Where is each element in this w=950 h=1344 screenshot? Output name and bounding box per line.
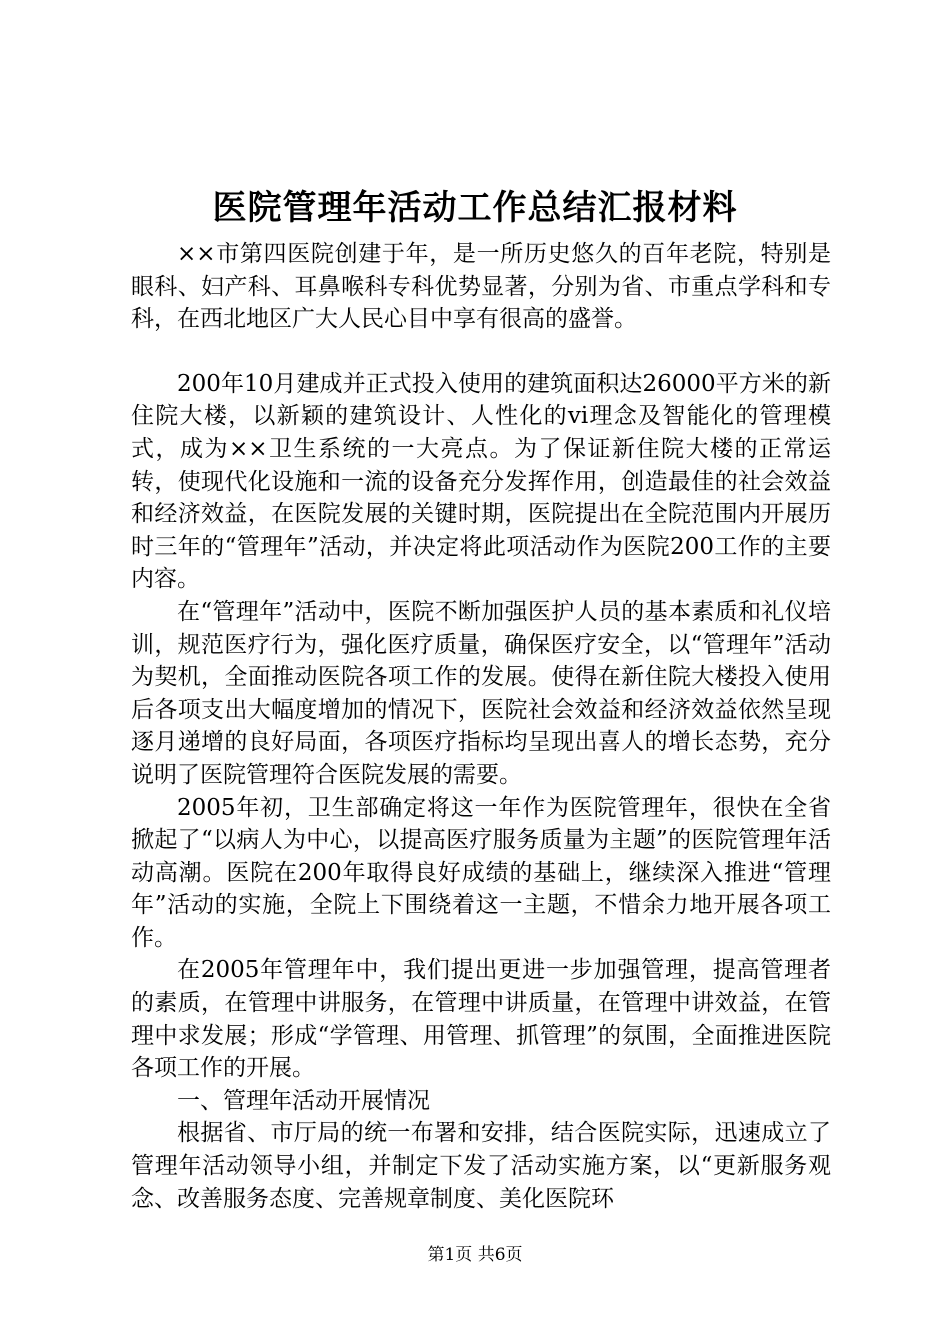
paragraph-implementation: 根据省、市厅局的统一布署和安排，结合医院实际，迅速成立了管理年活动领导小组，并制定下发了活动实施方案，以“更新服务观念、改善服务态度、完善规章制度、美化医院环 [131, 1120, 831, 1212]
paragraph-2005-start: 2005年初，卫生部确定将这一年作为医院管理年，很快在全省掀起了“以病人为中心，以提高医疗服务质量为主题”的医院管理年活动高潮。医院在200年取得良好成绩的基础上，继续深入推进“管理年”活动的实施，全院上下围绕着这一主题，不惜余力地开展各项工作。 [131, 794, 831, 951]
paragraph-management-year-activity: 在“管理年”活动中，医院不断加强医护人员的基本素质和礼仪培训，规范医疗行为，强化医疗质量，确保医疗安全，以“管理年”活动为契机，全面推动医院各项工作的发展。使得在新住院大楼投入使用后各项支出大幅度增加的情况下，医院社会效益和经济效益依然呈现逐月递增的良好局面，各项医疗指标均呈现出喜人的增长态势，充分说明了医院管理符合医院发展的需要。 [131, 598, 831, 788]
paragraph-spacer [131, 336, 831, 368]
document-body [131, 238, 831, 1215]
paragraph-intro: ××市第四医院创建于年，是一所历史悠久的百年老院，特别是眼科、妇产科、耳鼻喉科专科优势显著，分别为省、市重点学科和专科，在西北地区广大人民心目中享有很高的盛誉。 [131, 241, 831, 333]
document-title: 医院管理年活动工作总结汇报材料 [212, 188, 738, 228]
paragraph-2005-goals: 在2005年管理年中，我们提出更进一步加强管理，提高管理者的素质，在管理中讲服务，在管理中讲质量，在管理中讲效益，在管理中求发展；形成“学管理、用管理、抓管理”的氛围，全面推进医院各项工作的开展。 [131, 957, 831, 1082]
section-heading-1: 一、管理年活动开展情况 [177, 1087, 430, 1114]
paragraph-new-building: 200年10月建成并正式投入使用的建筑面积达26000平方米的新住院大楼，以新颖的建筑设计、人性化的vi理念及智能化的管理模式，成为××卫生系统的一大亮点。为了保证新住院大楼的正常运转，使现代化设施和一流的设备充分发挥作用，创造最佳的社会效益和经济效益，在医院发展的关键时期，医院提出在全院范围内开展历时三年的“管理年”活动，并决定将此项活动作为医院200工作的主要内容。 [131, 370, 831, 593]
page-number-footer: 第1页 共6页 [427, 1245, 523, 1265]
